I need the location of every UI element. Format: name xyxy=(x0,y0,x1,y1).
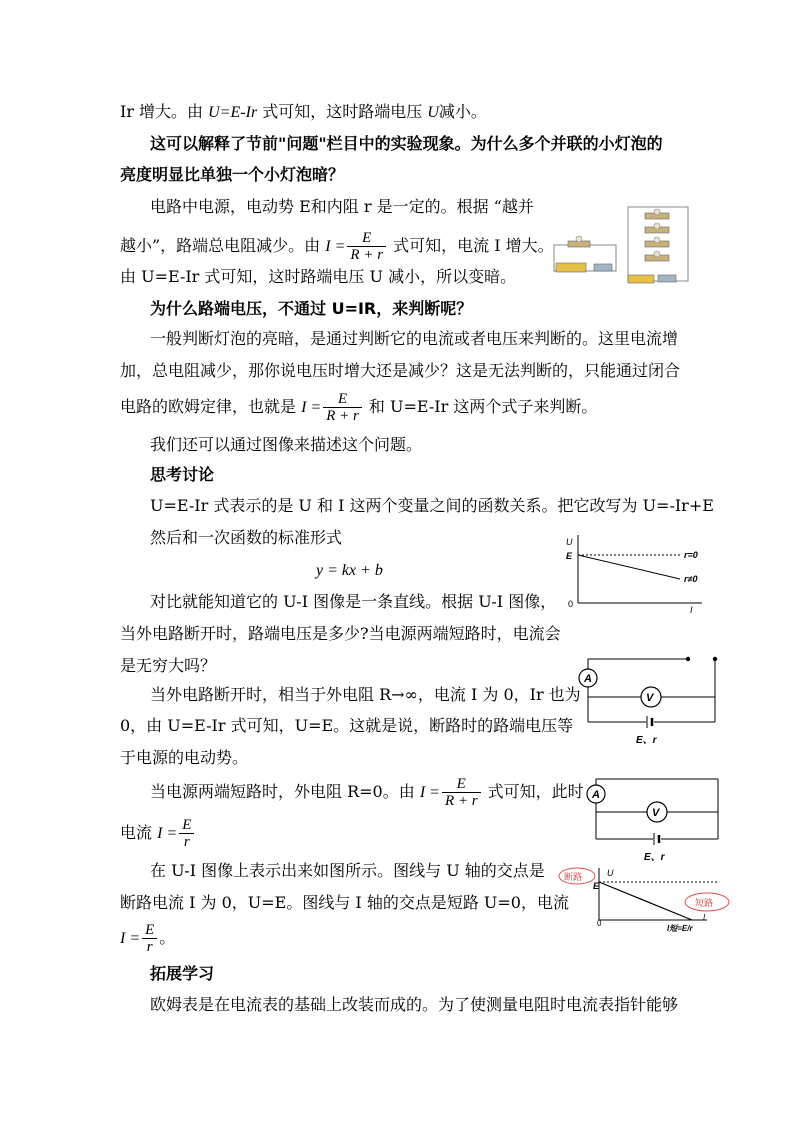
text: 和 U=E-Ir 这两个式子来判断。 xyxy=(363,397,598,416)
axis-u-label-2: U xyxy=(607,868,614,878)
voltmeter-label-2: V xyxy=(652,807,660,819)
text: 电流 xyxy=(120,823,158,842)
denominator: r xyxy=(146,939,153,955)
denominator: R + r xyxy=(326,408,359,424)
ui-graph-2 xyxy=(557,862,732,937)
formula-lhs: I = xyxy=(419,784,440,801)
para-7-line-1: 当外电路断开时，相当于外电阻 R→∞，电流 I 为 0，Ir 也为 xyxy=(150,685,581,704)
numerator: E xyxy=(142,922,157,939)
var-text: U xyxy=(427,104,439,121)
short-circuit-tag: 短路 xyxy=(695,898,714,908)
text: 式可知，这时路端电压 xyxy=(257,102,428,121)
open-circuit-tag: 断路 xyxy=(564,872,583,882)
question-heading-2: 为什么路端电压，不通过 U=IR，来判断呢？ xyxy=(150,299,473,318)
fraction xyxy=(347,230,386,263)
r-nonzero-label: r≠0 xyxy=(684,574,698,584)
para-7-line-2: 0，由 U=E-Ir 式可知，U=E。这就是说，断路时的路端电压等 xyxy=(120,716,574,735)
para-4: 我们还可以通过图像来描述这个问题。 xyxy=(150,435,423,454)
origin-label: 0 xyxy=(568,599,574,609)
source-label: E、r xyxy=(636,735,657,746)
ui-graph-1 xyxy=(562,533,712,618)
para-3-line-1: 一般判断灯泡的亮暗，是通过判断它的电流或者电压来判断的。这里电流增 xyxy=(150,329,679,348)
numerator: E xyxy=(442,776,481,793)
text: Ir 增大。由 xyxy=(120,102,209,121)
circuit-short-figure xyxy=(582,775,732,870)
para-7-line-3: 于电源的电动势。 xyxy=(120,748,249,767)
question-heading-1b: 亮度明显比单独一个小灯泡暗？ xyxy=(120,165,345,184)
source-label-2: E、r xyxy=(644,852,665,863)
e-label-2: E xyxy=(593,881,600,891)
r-zero-label: r=0 xyxy=(684,550,698,560)
formula-lhs: I = xyxy=(301,399,322,416)
text: 电路的欧姆定律，也就是 xyxy=(120,397,302,416)
voltmeter-label: V xyxy=(646,692,654,704)
origin-label-2: 0 xyxy=(597,919,602,928)
fraction xyxy=(442,776,481,809)
formula-lhs: I = xyxy=(325,238,346,255)
para-6-line-3: 是无穷大吗？ xyxy=(120,656,217,675)
denominator: r xyxy=(183,834,190,850)
para-2-line-3: 由 U=E-Ir 式可知，这时路端电压 U 减小，所以变暗。 xyxy=(120,267,517,286)
numerator: E xyxy=(179,817,194,834)
e-label: E xyxy=(566,551,573,561)
formula-text: U=E-Ir xyxy=(208,104,258,121)
text: 式可知，此时 xyxy=(482,782,584,801)
para-2-line-1: 电路中电源，电动势 E和内阻 r 是一定的。根据 “越并 xyxy=(150,197,534,216)
para-9-line-3 xyxy=(120,920,175,957)
formula-lhs: I = xyxy=(157,825,178,842)
text: 式可知，电流 I 增大。 xyxy=(388,236,554,255)
question-heading-1: 这可以解释了节前"问题"栏目中的实验现象。为什么多个并联的小灯泡的 xyxy=(150,134,663,153)
numerator: E xyxy=(347,230,386,247)
axis-u-label: U xyxy=(566,537,573,547)
short-current-label: I短=E/r xyxy=(667,924,693,933)
para-2-line-2 xyxy=(120,228,554,265)
para-6-line-2: 当外电路断开时，路端电压是多少?当电源两端短路时，电流会 xyxy=(120,624,561,643)
linear-formula: y = kx + b xyxy=(316,562,383,579)
section-heading-extend: 拓展学习 xyxy=(150,964,215,983)
denominator: R + r xyxy=(350,247,384,263)
axis-i-label: I xyxy=(690,605,693,615)
para-5-line-1: U=E-Ir 式表示的是 U 和 I 这两个变量之间的函数关系。把它改写为 U=-Ir+E xyxy=(150,496,714,515)
numerator: E xyxy=(323,391,362,408)
text: 当电源两端短路时，外电阻 R=0。由 xyxy=(150,782,420,801)
fraction xyxy=(142,922,157,955)
para-3-line-2: 加，总电阻减少，那你说电压时增大还是减少？这是无法判断的，只能通过闭合 xyxy=(120,361,681,380)
ammeter-label-2: A xyxy=(592,789,600,801)
para-5-line-2: 然后和一次函数的标准形式 xyxy=(150,528,343,547)
para-continuation xyxy=(120,101,487,124)
para-9-line-2: 断路电流 I 为 0，U=E。图线与 I 轴的交点是短路 U=0，电流 xyxy=(120,893,569,912)
circuit-open-figure xyxy=(574,655,734,755)
text: 越小”，路端总电阻减少。由 xyxy=(120,236,326,255)
lamp-circuit-figure xyxy=(550,205,690,295)
fraction xyxy=(323,391,362,424)
text: 减小。 xyxy=(438,102,487,121)
ammeter-label: A xyxy=(584,673,592,685)
para-10: 欧姆表是在电流表的基础上改装而成的。为了使测量电阻时电流表指针能够 xyxy=(150,995,679,1014)
axis-i-label-2: I xyxy=(703,913,706,922)
section-heading-discuss: 思考讨论 xyxy=(150,465,215,484)
para-9-line-1: 在 U-I 图像上表示出来如图所示。图线与 U 轴的交点是 xyxy=(150,861,545,880)
para-8-line-2 xyxy=(120,815,196,852)
fraction xyxy=(179,817,194,850)
denominator: R + r xyxy=(444,793,478,809)
para-3-line-3 xyxy=(120,389,597,426)
text: 。 xyxy=(159,928,176,947)
para-8-line-1 xyxy=(150,774,584,811)
para-6-line-1: 对比就能知道它的 U-I 图像是一条直线。根据 U-I 图像， xyxy=(150,592,557,611)
formula-lhs: I = xyxy=(120,930,141,947)
